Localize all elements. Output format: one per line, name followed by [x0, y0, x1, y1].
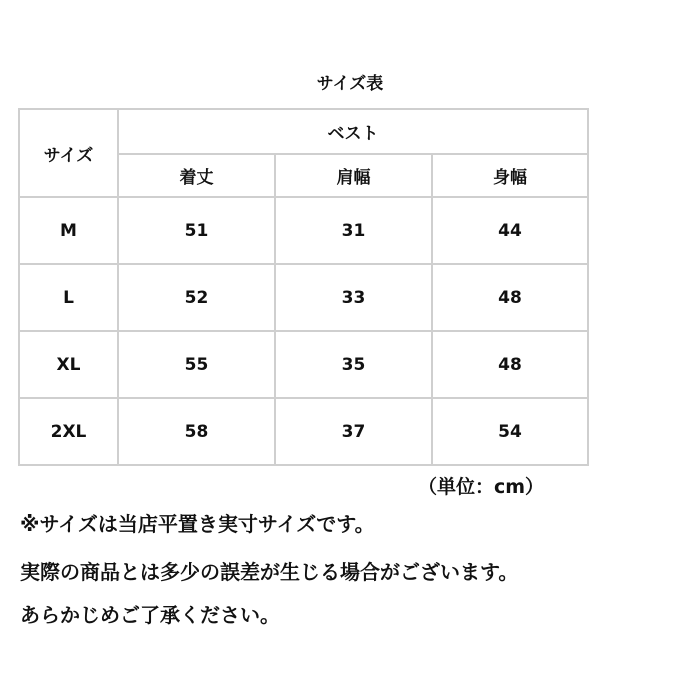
- group-header-cell: ベスト: [118, 109, 588, 154]
- unit-note: （単位：cm）: [418, 476, 545, 498]
- value-cell: 33: [275, 264, 432, 331]
- value-cell: 31: [275, 197, 432, 264]
- table-row: [19, 398, 588, 465]
- note-line: あらかじめご了承ください。: [20, 603, 280, 627]
- table-row: [19, 197, 588, 264]
- page-title: サイズ表: [316, 74, 384, 94]
- value-cell: 58: [118, 398, 275, 465]
- value-cell: 55: [118, 331, 275, 398]
- size-table: [18, 108, 589, 466]
- value-cell: 44: [432, 197, 588, 264]
- size-cell: XL: [19, 331, 118, 398]
- size-cell: 2XL: [19, 398, 118, 465]
- table-header-row: [19, 109, 588, 154]
- value-cell: 35: [275, 331, 432, 398]
- value-cell: 54: [432, 398, 588, 465]
- table-row: [19, 264, 588, 331]
- table-row: [19, 331, 588, 398]
- note-line: 実際の商品とは多少の誤差が生じる場合がございます。: [20, 560, 519, 584]
- value-cell: 51: [118, 197, 275, 264]
- note-line: ※サイズは当店平置き実寸サイズです。: [20, 512, 375, 536]
- size-cell: L: [19, 264, 118, 331]
- value-cell: 37: [275, 398, 432, 465]
- size-cell: M: [19, 197, 118, 264]
- value-cell: 48: [432, 331, 588, 398]
- value-cell: 52: [118, 264, 275, 331]
- size-header-cell: サイズ: [19, 109, 118, 197]
- column-header-shoulder: 肩幅: [275, 154, 432, 197]
- value-cell: 48: [432, 264, 588, 331]
- column-header-width: 身幅: [432, 154, 588, 197]
- column-header-length: 着丈: [118, 154, 275, 197]
